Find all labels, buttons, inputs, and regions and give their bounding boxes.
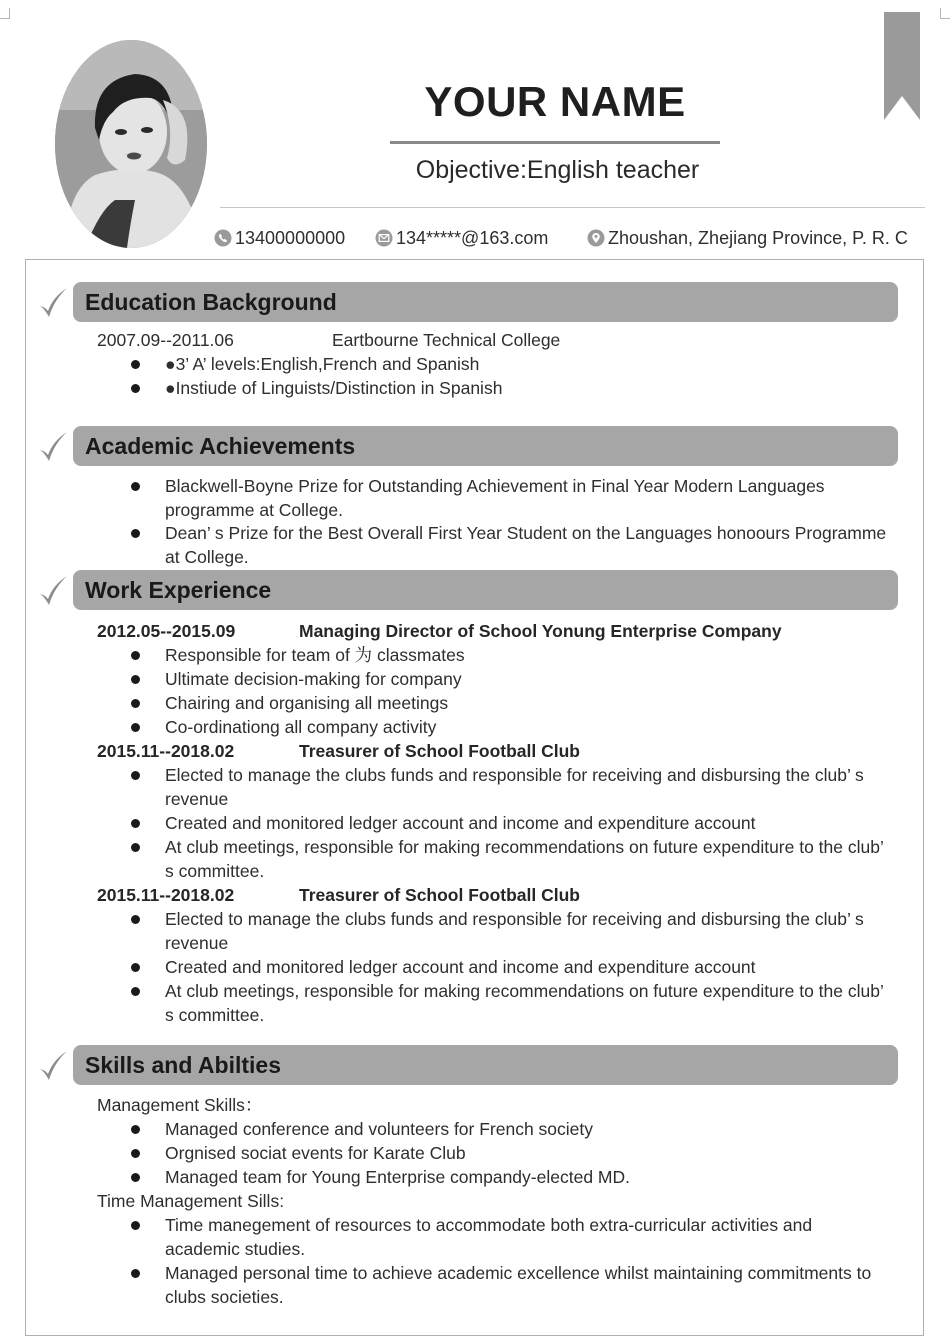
bullet-icon — [131, 482, 140, 491]
bullet-icon — [131, 675, 140, 684]
candidate-name: YOUR NAME — [424, 78, 686, 125]
profile-photo — [55, 40, 207, 248]
list-item — [131, 521, 891, 569]
list-item-text: Responsible for team of 为 classmates — [165, 645, 465, 665]
bullet-icon — [131, 987, 140, 996]
list-item-text: Ultimate decision-making for company — [165, 669, 462, 689]
list-item-text: Elected to manage the clubs funds and responsible for receiving and disbursing the club’ s revenue — [165, 765, 864, 809]
bullet-icon — [131, 819, 140, 828]
list-item — [131, 979, 891, 1027]
list-item-text: Managed team for Young Enterprise compandy-elected MD. — [165, 1167, 630, 1187]
contact-email — [375, 228, 587, 249]
list-item-text: Elected to manage the clubs funds and responsible for receiving and disbursing the club’ s revenue — [165, 909, 864, 953]
contact-bar — [214, 226, 914, 250]
bookmark-ribbon-icon — [884, 12, 920, 120]
list-item — [131, 352, 891, 376]
list-item — [131, 474, 891, 522]
job-role: Treasurer of School Football Club — [299, 741, 580, 761]
list-item — [131, 1117, 891, 1141]
bullet-icon — [131, 384, 140, 393]
list-item — [131, 811, 891, 835]
list-item — [131, 1213, 891, 1261]
bullet-icon — [131, 963, 140, 972]
list-item — [131, 1141, 891, 1165]
list-item-text: At club meetings, responsible for making recommendations on future expenditure to the club’ s committee. — [165, 837, 884, 881]
section-title: Academic Achievements — [85, 432, 356, 459]
list-item — [131, 1165, 891, 1189]
bullet-icon — [131, 915, 140, 924]
checkmark-icon — [38, 1049, 68, 1083]
bullet-icon — [131, 360, 140, 369]
bullet-icon — [131, 1269, 140, 1278]
bullet-icon — [131, 1221, 140, 1230]
phone-number[interactable]: 13400000000 — [235, 227, 346, 248]
bullet-icon — [131, 771, 140, 780]
envelope-icon — [375, 229, 393, 247]
contact-address — [587, 228, 908, 249]
list-item — [131, 907, 891, 955]
bullet-icon — [131, 1125, 140, 1134]
list-item-text: Created and monitored ledger account and income and expenditure account — [165, 957, 756, 977]
skills-subheading: Time Management Sills: — [97, 1191, 285, 1211]
list-item — [131, 667, 891, 691]
bullet-icon — [131, 1149, 140, 1158]
job-role: Treasurer of School Football Club — [299, 885, 580, 905]
bullet-icon — [131, 1173, 140, 1182]
job-heading — [97, 739, 580, 763]
job-heading — [97, 883, 580, 907]
job-date: 2015.11--2018.02 — [97, 885, 235, 905]
list-item-text: ●Instiude of Linguists/Distinction in Spanish — [165, 378, 503, 398]
bullet-icon — [131, 843, 140, 852]
checkmark-icon — [38, 574, 68, 608]
list-item — [131, 376, 891, 400]
list-item-text: Time manegement of resources to accommodate both extra-curricular activities and academic studies. — [165, 1215, 813, 1259]
list-item-text: At club meetings, responsible for making recommendations on future expenditure to the club’ s committee. — [165, 981, 884, 1025]
list-item — [131, 835, 891, 883]
section-title: Skills and Abilties — [85, 1051, 281, 1078]
list-item-text: Dean’ s Prize for the Best Overall First Year Student on the Languages honoours Programme at College. — [165, 523, 887, 567]
list-item-text: Chairing and organising all meetings — [165, 693, 449, 713]
objective-line: Objective:English teacher — [415, 156, 700, 184]
location-pin-icon — [587, 229, 605, 247]
skills-subheading: Management Skills： — [97, 1095, 263, 1115]
checkmark-icon — [38, 286, 68, 320]
bullet-icon — [131, 651, 140, 660]
section-header-achievements — [73, 426, 898, 466]
job-role: Managing Director of School Yonung Enterprise Company — [299, 621, 782, 641]
list-item — [131, 1261, 891, 1309]
section-title: Work Experience — [85, 576, 272, 603]
list-item-text: Managed personal time to achieve academic excellence whilst maintaining commitments to clubs societies. — [165, 1263, 872, 1307]
bullet-icon — [131, 723, 140, 732]
checkmark-icon — [38, 430, 68, 464]
section-header-work — [73, 570, 898, 610]
list-item-text: Blackwell-Boyne Prize for Outstanding Achievement in Final Year Modern Languages programme at College. — [165, 476, 825, 520]
school-name: Eartbourne Technical College — [332, 330, 561, 350]
list-item-text: ●3’ A’ levels:English,French and Spanish — [165, 354, 480, 374]
name-underline — [390, 141, 720, 144]
job-heading — [97, 619, 782, 643]
list-item-text: Created and monitored ledger account and income and expenditure account — [165, 813, 756, 833]
corner-mark-left — [0, 8, 10, 19]
education-entry — [97, 328, 560, 352]
section-header-skills — [73, 1045, 898, 1085]
list-item-text: Managed conference and volunteers for French society — [165, 1119, 594, 1139]
portrait-illustration — [55, 40, 207, 248]
email-address[interactable]: 134*****@163.com — [396, 227, 549, 248]
list-item — [131, 715, 891, 739]
list-item — [131, 643, 891, 667]
list-item — [131, 763, 891, 811]
list-item — [131, 691, 891, 715]
job-date: 2015.11--2018.02 — [97, 741, 235, 761]
section-header-education — [73, 282, 898, 322]
bullet-icon — [131, 699, 140, 708]
contact-phone — [214, 228, 375, 249]
address-text: Zhoushan, Zhejiang Province, P. R. C — [608, 227, 908, 248]
header-divider — [220, 207, 925, 208]
section-title: Education Background — [85, 288, 337, 315]
list-item-text: Co-ordinationg all company activity — [165, 717, 437, 737]
list-item-text: Orgnised sociat events for Karate Club — [165, 1143, 466, 1163]
list-item — [131, 955, 891, 979]
corner-mark-right — [940, 8, 950, 19]
education-date: 2007.09--2011.06 — [97, 330, 234, 350]
job-date: 2012.05--2015.09 — [97, 621, 236, 641]
bullet-icon — [131, 529, 140, 538]
phone-icon — [214, 229, 232, 247]
